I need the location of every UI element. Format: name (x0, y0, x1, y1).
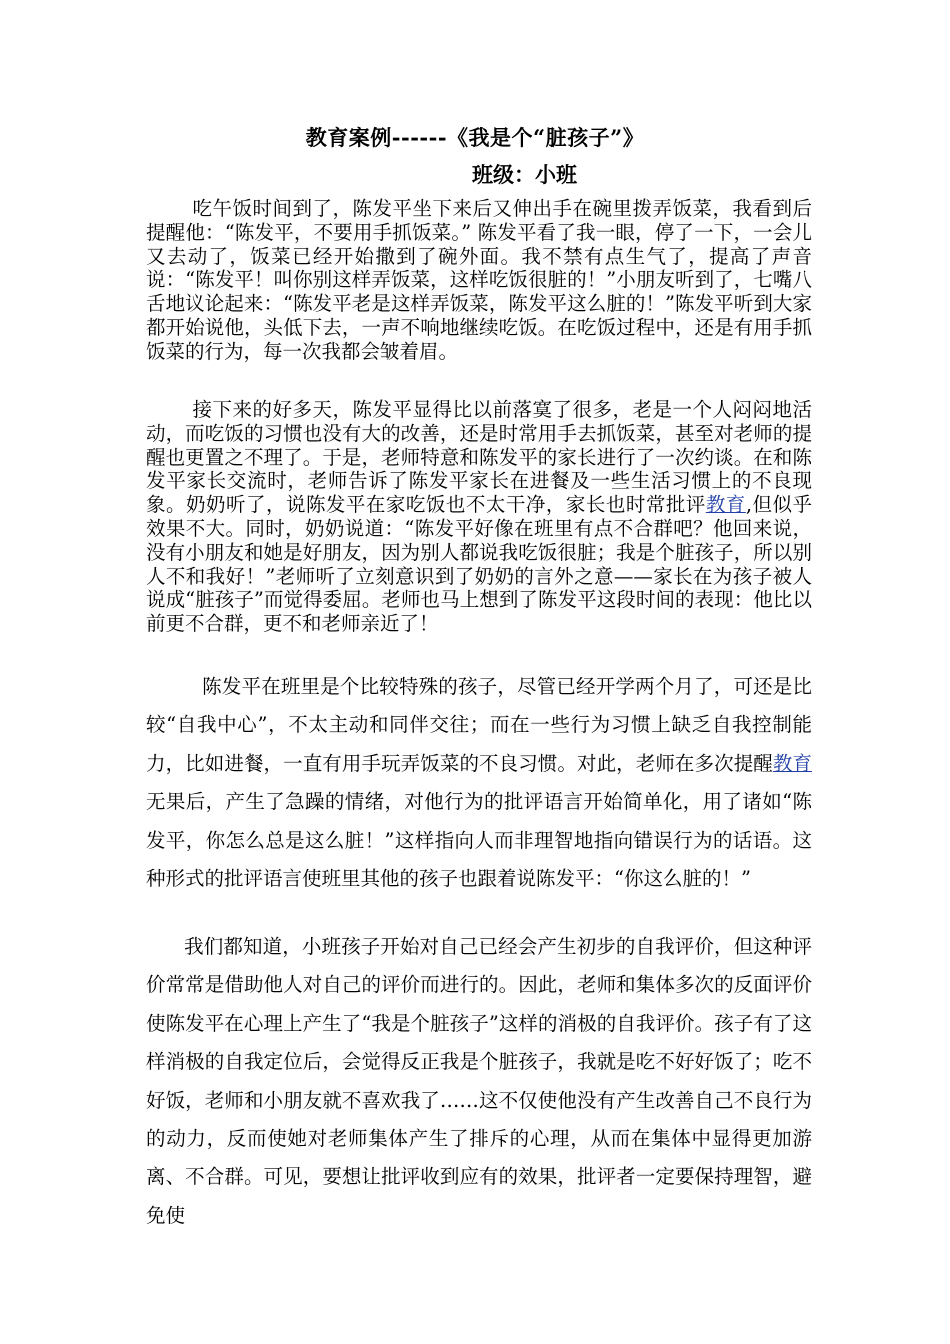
class-label: 班级：小班 (472, 162, 577, 187)
paragraph-text: 我们都知道，小班孩子开始对自己已经会产生初步的自我评价，但这种评价常常是借助他人对自己的评价而进行的。因此，老师和集体多次的反面评价使陈发平在心理上产生了“我是个脏孩子”这样的消极的自我评价。孩子有了这样消极的自我定位后，会觉得反正我是个脏孩子，我就是吃不好好饭了；吃不好饭，老师和小朋友就不喜欢我了……这不仅使他没有产生改善自己不良行为的动力，反而使她对老师集体产生了排斥的心理，从而在集体中显得更加游离、不合群。可见，要想让批评收到应有的效果，批评者一定要保持理智，避免使 (146, 935, 812, 1227)
paragraph-text: 吃午饭时间到了，陈发平坐下来后又伸出手在碗里拨弄饭菜，我看到后提醒他：“陈发平，不要用手抓饭菜。” 陈发平看了我一眼，停了一下，一会儿又去动了，饭菜已经开始撒到了碗外面。我不禁有点生气了，提高了声音说：“陈发平！叫你别这样弄饭菜，这样吃饭很脏的！”小朋友听到了，七嘴八舌地议论起来：“陈发平老是这样弄饭菜，陈发平这么脏的！”陈发平听到大家都开始说他，头低下去，一声不响地继续吃饭。在吃饭过程中，还是有用手抓饭菜的行为，每一次我都会皱着眉。 (146, 197, 812, 363)
document-title: 教育案例------《我是个“脏孩子”》 (305, 125, 645, 150)
paragraph-2 (146, 398, 812, 636)
paragraph-4 (146, 928, 812, 1235)
education-link[interactable]: 教育 (772, 751, 812, 775)
paragraph-1 (146, 197, 812, 364)
education-link[interactable]: 教育 (705, 493, 746, 517)
paragraph-text: ,但似乎效果不大。同时，奶奶说道：“陈发平好像在班里有点不合群吧？他回来说，没有小朋友和她是好朋友，因为别人都说我吃饭很脏；我是个脏孩子，所以别人不和我好！”老师听了立刻意识到了奶奶的言外之意——家长在为孩子被人说成“脏孩子”而觉得委屈。老师也马上想到了陈发平这段时间的表现：他比以前更不合群，更不和老师亲近了！ (146, 493, 812, 636)
paragraph-text: 无果后，产生了急躁的情绪，对他行为的批评语言开始简单化，用了诸如“陈发平，你怎么总是这么脏！”这样指向人而非理智地指向错误行为的话语。这种形式的批评语言使班里其他的孩子也跟着说陈发平：“你这么脏的！” (146, 790, 812, 891)
paragraph-3 (146, 668, 812, 898)
paragraph-text: 陈发平在班里是个比较特殊的孩子，尽管已经开学两个月了，可还是比较“自我中心”，不太主动和同伴交往；而在一些行为习惯上缺乏自我控制能力，比如进餐，一直有用手玩弄饭菜的不良习惯。对此，老师在多次提醒 (146, 675, 812, 775)
paragraph-text: 接下来的好多天，陈发平显得比以前落寞了很多，老是一个人闷闷地活动，而吃饭的习惯也没有大的改善，还是时常用手去抓饭菜，甚至对老师的提醒也更置之不理了。于是，老师特意和陈发平的家长进行了一次约谈。在和陈发平家长交流时，老师告诉了陈发平家长在进餐及一些生活习惯上的不良现象。奶奶听了，说陈发平在家吃饭也不太干净，家长也时常批评 (146, 398, 812, 517)
